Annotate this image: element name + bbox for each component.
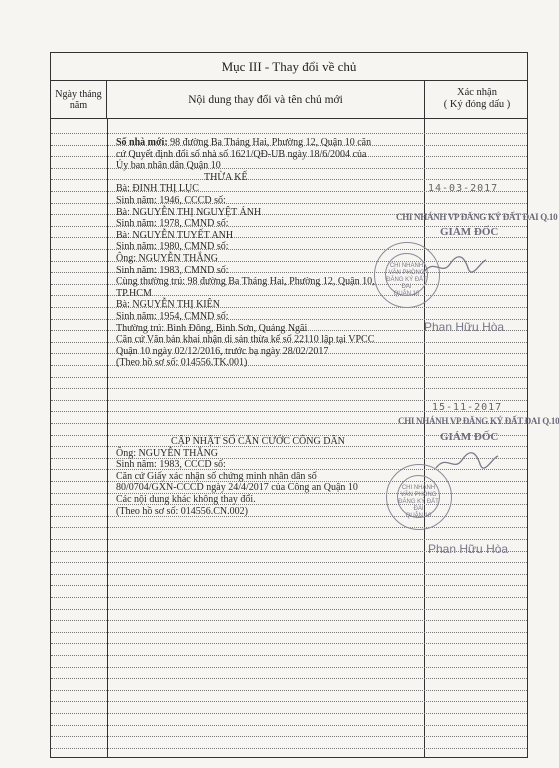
line-text: Ủy ban nhân dân Quận 10 [116,160,221,172]
stamp-date: 14-03-2017 [428,183,499,194]
ruling-line [51,388,527,389]
director-title: GIÁM ĐỐC [440,431,499,443]
official-seal: CHI NHÁNH VĂN PHÒNG ĐĂNG KÝ ĐẤT ĐAI QUẬN 10 [386,464,452,530]
section-title: Mục III - Thay đổi về chủ [51,53,527,81]
header-content: Nội dung thay đổi và tên chủ mới [107,81,425,118]
line-text: CẬP NHẬT SỐ CĂN CƯỚC CÔNG DÂN [171,436,345,447]
entry-line [116,253,375,265]
official-seal: CHI NHÁNH VĂN PHÒNG ĐĂNG KÝ ĐẤT ĐAI QUẬN 10 [374,242,440,308]
ruling-line [51,678,527,679]
entry-line [116,448,358,460]
ruling-line [51,377,527,378]
entry-line [116,506,358,518]
ruling-line [51,667,527,668]
entry-line [116,207,375,219]
entry-line [116,323,375,335]
entry-line [116,436,358,448]
entry-line [116,265,375,277]
table-header [51,81,527,119]
entry-line [116,494,358,506]
ruling-line [51,736,527,737]
ruling-line [51,400,527,401]
entry-line [116,230,375,242]
line-text: (Theo hồ sơ số: 014556.CN.002) [116,505,248,517]
ruling-line [51,655,527,656]
line-text: Sinh năm: 1983, CCCD số: [116,459,226,471]
line-text: 98 đường Ba Tháng Hai, Phường 12, Quận 10 căn [170,137,372,148]
ruling-line [51,539,527,540]
line-text: Thường trú: Bình Đông, Bình Sơn, Quảng Ngãi [116,322,308,334]
branch-stamp: CHI NHÁNH VP ĐĂNG KÝ ĐẤT ĐAI Q.10 [398,416,559,426]
entry-line [116,149,375,161]
line-text: cứ Quyết định đổi số nhà số 1621/QĐ-UB ngày 18/6/2004 của [116,148,367,160]
line-text: Bà: NGUYỄN THỊ NGUYỆT ÁNH [116,206,262,218]
entry-line [116,334,375,346]
entry-inheritance [116,137,375,369]
entry-line [116,160,375,172]
line-text: Các nội dung khác không thay đổi. [116,493,256,505]
branch-stamp: CHI NHÁNH VP ĐĂNG KÝ ĐẤT ĐAI Q.10 [396,212,558,222]
ruling-line [51,748,527,749]
line-text: Bà: NGUYỄN TUYẾT ANH [116,229,234,241]
line-prefix: Số nhà mới: [116,137,168,148]
entry-line [116,218,375,230]
entry-line [116,183,375,195]
header-date: Ngày tháng năm [51,81,107,118]
signature-icon [432,448,502,476]
entry-line [116,172,375,184]
ruling-line [51,632,527,633]
ruling-line [51,643,527,644]
entry-line [116,276,375,288]
line-text: Sinh năm: 1946, CCCD số: [116,194,226,206]
ruling-line [51,725,527,726]
entry-line [116,482,358,494]
ruling-line [51,690,527,691]
ruling-line [51,133,527,134]
line-text: 80/0704/GXN-CCCD ngày 24/4/2017 của Công an Quận 10 [116,482,358,494]
entry-line [116,288,375,300]
header-confirm: Xác nhận ( Ký đóng dấu ) [443,87,511,110]
line-text: Sinh năm: 1980, CMND số: [116,241,229,253]
line-text: TP.HCM [116,287,152,299]
entry-line [116,137,375,149]
ruling-line [51,597,527,598]
line-text: Ông: NGUYỄN THẮNG [116,252,219,264]
line-text: Sinh năm: 1978, CMND số: [116,218,229,230]
entry-line [116,346,375,358]
line-text: (Theo hồ sơ số: 014556.TK.001) [116,357,248,369]
director-title: GIÁM ĐỐC [440,226,499,238]
ruling-line [51,713,527,714]
entry-id-update [116,436,358,517]
line-text: Bà: ĐINH THỊ LỤC [116,183,199,195]
line-text: Ông: NGUYỄN THẮNG [116,447,219,459]
ruling-line [51,620,527,621]
signer-name: Phan Hữu Hòa [428,542,509,556]
line-text: Sinh năm: 1983, CMND số: [116,264,229,276]
entry-line [116,195,375,207]
ruling-line [51,527,527,528]
ruling-line [51,562,527,563]
line-text: Căn cứ Giấy xác nhận số chứng minh nhân dân số [116,470,317,482]
ruling-line [51,574,527,575]
signer-name: Phan Hữu Hòa [424,320,505,334]
line-text: Bà: NGUYỄN THỊ KIÊN [116,299,220,311]
signature-icon [420,252,490,280]
line-text: Căn cứ Văn bản khai nhận di sản thừa kế số 22110 lập tại VPCC [116,334,375,346]
entry-line [116,357,375,369]
entry-line [116,299,375,311]
ruling-line [51,585,527,586]
line-text: Sinh năm: 1954, CMND số: [116,310,229,322]
ruling-line [51,701,527,702]
entry-line [116,241,375,253]
entry-line [116,459,358,471]
line-text: THỪA KẾ [204,171,248,183]
line-text: Quận 10 ngày 02/12/2016, trước bạ ngày 28/02/2017 [116,345,329,357]
entry-line [116,311,375,323]
stamp-date: 15-11-2017 [432,402,503,413]
line-text: Cùng thường trú: 98 đường Ba Tháng Hai, Phường 12, Quận 10, [116,276,375,288]
ruling-line [51,609,527,610]
entry-line [116,471,358,483]
